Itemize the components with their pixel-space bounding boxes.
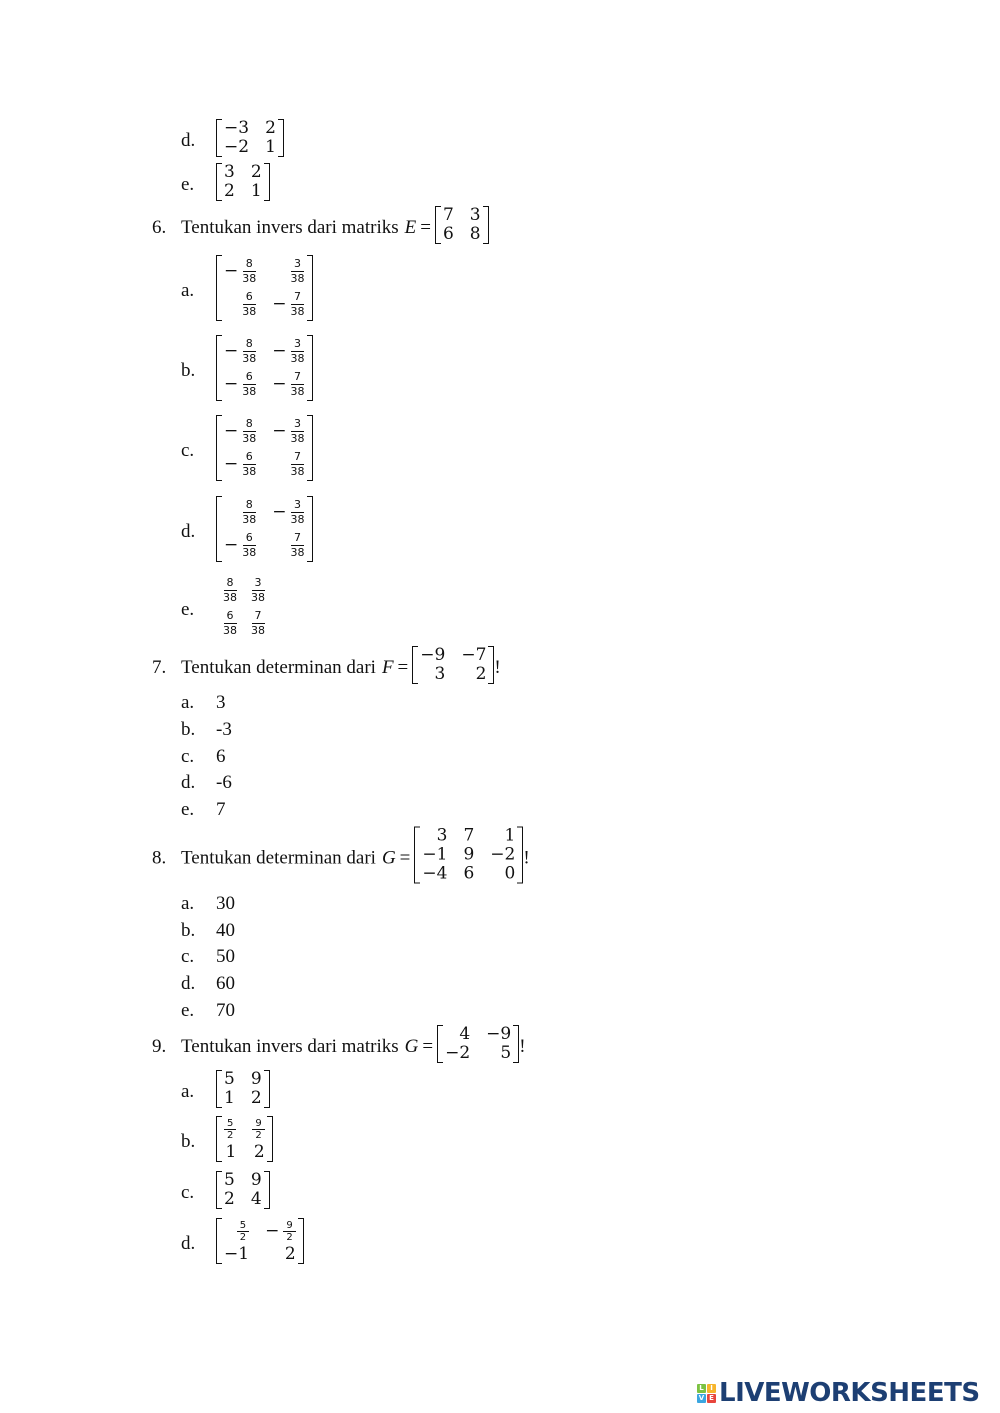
minus-sign: − bbox=[272, 374, 287, 394]
matrix-cell bbox=[224, 335, 256, 368]
denominator: 38 bbox=[290, 352, 305, 365]
fraction bbox=[291, 335, 305, 368]
numerator: 6 bbox=[243, 450, 256, 465]
fraction bbox=[242, 288, 256, 321]
denominator: 38 bbox=[290, 385, 305, 398]
fraction bbox=[242, 496, 256, 529]
matrix-cell bbox=[224, 1116, 236, 1143]
question-number: 6. bbox=[152, 217, 167, 238]
matrix-cell: −1 bbox=[224, 1244, 250, 1264]
logo-tile: V bbox=[698, 1393, 705, 1402]
denominator: 2 bbox=[227, 1130, 234, 1141]
matrix-cell bbox=[272, 529, 304, 562]
numerator: 7 bbox=[291, 531, 304, 546]
matrix-cell: 4 bbox=[459, 1024, 471, 1044]
equals-sign: = bbox=[420, 217, 431, 238]
matrix-cell: −9 bbox=[420, 645, 446, 665]
matrix-cell bbox=[224, 415, 256, 448]
fraction bbox=[242, 415, 256, 448]
question-matrix bbox=[435, 206, 489, 250]
denominator: 38 bbox=[242, 352, 257, 365]
matrix-body bbox=[216, 1070, 270, 1108]
matrix-body bbox=[412, 646, 494, 684]
matrix-cell: 2 bbox=[253, 1142, 265, 1162]
q6-option-b[interactable] bbox=[181, 335, 313, 407]
option-text: -3 bbox=[216, 719, 232, 740]
numerator: 8 bbox=[243, 337, 256, 352]
fraction bbox=[242, 368, 256, 401]
right-bracket bbox=[278, 119, 284, 157]
matrix-body bbox=[216, 255, 313, 321]
right-bracket bbox=[298, 1218, 304, 1264]
matrix-cell bbox=[224, 368, 256, 401]
question-text: Tentukan invers dari matriks bbox=[181, 1036, 399, 1057]
liveworksheets-logo bbox=[697, 1378, 980, 1408]
question-number: 7. bbox=[152, 657, 167, 678]
fraction bbox=[252, 1116, 264, 1143]
matrix-variable: G bbox=[381, 847, 396, 868]
numerator: 8 bbox=[243, 498, 256, 513]
question-6 bbox=[152, 205, 489, 250]
matrix-cell bbox=[223, 574, 237, 607]
matrix bbox=[216, 163, 270, 207]
minus-sign: − bbox=[224, 261, 239, 281]
option-letter: d. bbox=[181, 772, 196, 793]
numerator: 3 bbox=[291, 417, 304, 432]
fraction bbox=[251, 607, 265, 640]
q9-option-d[interactable] bbox=[181, 1218, 304, 1270]
matrix-cell: −2 bbox=[224, 137, 250, 157]
denominator: 38 bbox=[290, 465, 305, 478]
matrix-cell bbox=[224, 1218, 249, 1245]
right-bracket bbox=[267, 574, 272, 640]
denominator: 38 bbox=[251, 624, 265, 637]
denominator: 38 bbox=[242, 546, 257, 559]
matrix-body bbox=[216, 163, 270, 201]
option-letter: c. bbox=[181, 746, 195, 767]
fraction bbox=[291, 415, 305, 448]
right-bracket bbox=[307, 415, 313, 481]
minus-sign: − bbox=[272, 294, 287, 314]
numerator: 6 bbox=[243, 290, 256, 305]
matrix bbox=[216, 119, 284, 163]
matrix-cell: 6 bbox=[442, 224, 454, 244]
question-8 bbox=[152, 825, 530, 890]
matrix-cell: 9 bbox=[250, 1069, 262, 1089]
equals-sign: = bbox=[397, 657, 409, 678]
matrix-cell: 3 bbox=[224, 162, 235, 182]
matrix-cell: 5 bbox=[500, 1043, 512, 1063]
q9-option-c[interactable] bbox=[181, 1171, 270, 1215]
matrix-cell bbox=[272, 288, 304, 321]
equals-sign: = bbox=[399, 847, 411, 868]
option-letter: b. bbox=[181, 1131, 196, 1152]
denominator: 38 bbox=[242, 305, 257, 318]
denominator: 38 bbox=[290, 546, 305, 559]
right-bracket bbox=[307, 496, 313, 562]
denominator: 38 bbox=[290, 305, 305, 318]
option-text: 50 bbox=[216, 946, 235, 967]
right-bracket bbox=[483, 206, 489, 244]
matrix-cell bbox=[224, 288, 256, 321]
fraction bbox=[224, 1116, 236, 1143]
denominator: 2 bbox=[286, 1232, 293, 1243]
suffix: ! bbox=[494, 657, 501, 678]
q5-option-d[interactable] bbox=[181, 119, 284, 163]
matrix-cell: 9 bbox=[463, 844, 475, 865]
option-letter: b. bbox=[181, 360, 196, 381]
fraction bbox=[291, 496, 305, 529]
suffix: ! bbox=[523, 847, 530, 868]
matrix-cell: 2 bbox=[224, 181, 235, 201]
option-text: 3 bbox=[216, 692, 226, 713]
numerator: 7 bbox=[291, 370, 304, 385]
matrix-cell: 0 bbox=[504, 863, 516, 884]
option-letter: c. bbox=[181, 1182, 195, 1203]
matrix-cell: 1 bbox=[225, 1142, 237, 1162]
matrix-cell: 2 bbox=[250, 162, 262, 182]
option-letter: a. bbox=[181, 893, 195, 914]
fraction bbox=[223, 574, 237, 607]
numerator: 7 bbox=[252, 609, 265, 624]
denominator: 38 bbox=[290, 432, 305, 445]
option-letter: b. bbox=[181, 719, 196, 740]
minus-sign: − bbox=[224, 454, 239, 474]
matrix-cell: −3 bbox=[224, 118, 250, 138]
fraction bbox=[251, 574, 265, 607]
question-matrix bbox=[437, 1025, 519, 1069]
option-letter: d. bbox=[181, 130, 196, 151]
matrix-cell: 7 bbox=[463, 825, 475, 846]
matrix-cell bbox=[251, 607, 265, 640]
denominator: 38 bbox=[242, 385, 257, 398]
matrix-cell bbox=[251, 574, 265, 607]
numerator: 5 bbox=[224, 1118, 236, 1130]
numerator: 7 bbox=[291, 290, 304, 305]
option-text: -6 bbox=[216, 772, 232, 793]
logo-tile: E bbox=[707, 1394, 716, 1403]
matrix-cell: 3 bbox=[469, 205, 481, 225]
numerator: 8 bbox=[243, 257, 256, 272]
logo-tile: L bbox=[697, 1384, 706, 1393]
matrix-cell: −2 bbox=[490, 844, 516, 865]
matrix-cell: 2 bbox=[284, 1244, 296, 1264]
right-bracket bbox=[267, 1116, 273, 1162]
question-text: Tentukan invers dari matriks bbox=[181, 217, 399, 238]
matrix-cell: 2 bbox=[224, 1189, 235, 1209]
matrix-cell bbox=[252, 1116, 264, 1143]
option-text: 6 bbox=[216, 746, 226, 767]
option-letter: e. bbox=[181, 174, 195, 195]
logo-tile: I bbox=[707, 1384, 716, 1393]
matrix bbox=[216, 1116, 273, 1168]
fraction bbox=[237, 1218, 249, 1245]
denominator: 38 bbox=[242, 272, 257, 285]
right-bracket bbox=[264, 1171, 270, 1209]
q7-option-a[interactable] bbox=[181, 692, 226, 714]
matrix-body bbox=[216, 1218, 304, 1264]
option-letter: e. bbox=[181, 1000, 195, 1021]
matrix-cell: 2 bbox=[475, 664, 487, 684]
q9-option-a[interactable] bbox=[181, 1070, 270, 1114]
matrix-body bbox=[216, 415, 313, 481]
equals-sign: = bbox=[422, 1036, 434, 1057]
matrix-variable: F bbox=[381, 657, 394, 678]
matrix bbox=[216, 255, 313, 327]
minus-sign: − bbox=[265, 1221, 280, 1241]
matrix-cell: 1 bbox=[265, 137, 276, 157]
fraction bbox=[291, 255, 305, 288]
q8-option-c[interactable] bbox=[181, 946, 235, 968]
q5-option-e[interactable] bbox=[181, 163, 270, 207]
numerator: 6 bbox=[243, 370, 256, 385]
matrix-cell: 1 bbox=[224, 1088, 235, 1108]
numerator: 3 bbox=[252, 576, 265, 591]
denominator: 38 bbox=[242, 432, 257, 445]
option-text: 30 bbox=[216, 893, 235, 914]
minus-sign: − bbox=[272, 502, 287, 522]
q8-option-d[interactable] bbox=[181, 973, 235, 995]
right-bracket bbox=[264, 1070, 270, 1108]
matrix-cell bbox=[224, 529, 256, 562]
right-bracket bbox=[264, 163, 270, 201]
question-text: Tentukan determinan dari bbox=[181, 657, 376, 678]
matrix-cell: 4 bbox=[250, 1189, 262, 1209]
matrix-cell: −1 bbox=[422, 844, 448, 865]
matrix bbox=[216, 1070, 270, 1114]
option-letter: e. bbox=[181, 599, 195, 620]
matrix-cell: 3 bbox=[434, 664, 446, 684]
question-matrix bbox=[412, 646, 494, 690]
matrix-cell bbox=[224, 448, 256, 481]
matrix-cell: 2 bbox=[250, 1088, 262, 1108]
matrix-variable: G bbox=[404, 1036, 419, 1057]
logo-text: LIVEWORKSHEETS bbox=[719, 1378, 980, 1408]
minus-sign: − bbox=[224, 535, 239, 555]
option-text: 7 bbox=[216, 799, 226, 820]
logo-icon bbox=[697, 1384, 716, 1403]
option-letter: a. bbox=[181, 692, 195, 713]
option-letter: b. bbox=[181, 920, 196, 941]
matrix-cell: 5 bbox=[224, 1170, 235, 1190]
option-letter: c. bbox=[181, 946, 195, 967]
matrix-body bbox=[216, 335, 313, 401]
q8-option-e[interactable] bbox=[181, 1000, 235, 1022]
matrix bbox=[216, 415, 313, 487]
matrix-cell bbox=[272, 496, 304, 529]
matrix-cell: 3 bbox=[436, 825, 448, 846]
q7-option-d[interactable] bbox=[181, 772, 232, 794]
matrix-cell bbox=[265, 1218, 296, 1245]
numerator: 8 bbox=[224, 576, 237, 591]
right-bracket bbox=[307, 255, 313, 321]
numerator: 8 bbox=[243, 417, 256, 432]
q6-option-c[interactable] bbox=[181, 415, 313, 487]
matrix bbox=[216, 496, 313, 568]
matrix-cell: −7 bbox=[461, 645, 487, 665]
q6-option-d[interactable] bbox=[181, 496, 313, 568]
numerator: 3 bbox=[291, 257, 304, 272]
minus-sign: − bbox=[272, 421, 287, 441]
fraction bbox=[283, 1218, 295, 1245]
question-9 bbox=[152, 1024, 526, 1069]
q9-option-b[interactable] bbox=[181, 1116, 273, 1168]
matrix-variable: E bbox=[404, 217, 417, 238]
matrix-body bbox=[437, 1025, 519, 1063]
matrix bbox=[216, 1171, 270, 1215]
denominator: 38 bbox=[242, 465, 257, 478]
q6-option-e[interactable] bbox=[181, 574, 272, 646]
fraction bbox=[291, 529, 305, 562]
fraction bbox=[291, 448, 305, 481]
matrix-cell bbox=[272, 335, 304, 368]
matrix-body bbox=[216, 1116, 273, 1162]
option-text: 70 bbox=[216, 1000, 235, 1021]
matrix-body bbox=[216, 496, 313, 562]
option-letter: a. bbox=[181, 1081, 195, 1102]
matrix-cell: 1 bbox=[504, 825, 516, 846]
matrix-cell bbox=[224, 496, 256, 529]
numerator: 6 bbox=[224, 609, 237, 624]
fraction bbox=[291, 288, 305, 321]
minus-sign: − bbox=[224, 421, 239, 441]
denominator: 38 bbox=[290, 272, 305, 285]
matrix-cell bbox=[272, 448, 304, 481]
option-letter: a. bbox=[181, 280, 195, 301]
matrix-cell: −2 bbox=[445, 1043, 471, 1063]
fraction bbox=[291, 368, 305, 401]
matrix-cell: −9 bbox=[486, 1024, 512, 1044]
numerator: 6 bbox=[243, 531, 256, 546]
matrix bbox=[216, 574, 272, 646]
q7-option-c[interactable] bbox=[181, 746, 226, 768]
q7-option-e[interactable] bbox=[181, 799, 226, 821]
matrix-cell: 5 bbox=[224, 1069, 235, 1089]
option-text: 40 bbox=[216, 920, 235, 941]
fraction bbox=[242, 335, 256, 368]
q8-option-b[interactable] bbox=[181, 920, 235, 942]
fraction bbox=[242, 448, 256, 481]
right-bracket bbox=[307, 335, 313, 401]
question-text: Tentukan determinan dari bbox=[181, 847, 376, 868]
question-number: 8. bbox=[152, 847, 167, 868]
denominator: 2 bbox=[255, 1130, 262, 1141]
matrix bbox=[216, 335, 313, 407]
question-matrix bbox=[414, 827, 523, 890]
denominator: 38 bbox=[290, 513, 305, 526]
matrix-cell: 2 bbox=[265, 118, 276, 138]
numerator: 7 bbox=[291, 450, 304, 465]
question-7 bbox=[152, 645, 501, 690]
numerator: 3 bbox=[291, 337, 304, 352]
matrix-cell: 1 bbox=[250, 181, 262, 201]
matrix-body bbox=[216, 1171, 270, 1209]
minus-sign: − bbox=[224, 341, 239, 361]
minus-sign: − bbox=[272, 341, 287, 361]
denominator: 2 bbox=[239, 1232, 247, 1243]
matrix-body bbox=[435, 206, 489, 244]
matrix-cell: 7 bbox=[442, 205, 454, 225]
matrix-body bbox=[216, 574, 272, 640]
option-letter: d. bbox=[181, 1233, 196, 1254]
matrix-cell bbox=[272, 415, 304, 448]
numerator: 9 bbox=[283, 1220, 295, 1232]
fraction bbox=[242, 255, 256, 288]
denominator: 38 bbox=[242, 513, 257, 526]
matrix-cell bbox=[272, 255, 304, 288]
fraction bbox=[223, 607, 237, 640]
question-number: 9. bbox=[152, 1036, 167, 1057]
matrix-cell: 9 bbox=[250, 1170, 262, 1190]
option-letter: c. bbox=[181, 440, 195, 461]
matrix-body bbox=[216, 119, 284, 157]
numerator: 9 bbox=[252, 1118, 264, 1130]
matrix-cell bbox=[272, 368, 304, 401]
option-letter: d. bbox=[181, 973, 196, 994]
minus-sign: − bbox=[224, 374, 239, 394]
matrix-cell: 6 bbox=[463, 863, 475, 884]
denominator: 38 bbox=[251, 591, 265, 604]
matrix-cell: 8 bbox=[469, 224, 481, 244]
option-letter: d. bbox=[181, 521, 196, 542]
matrix-cell bbox=[223, 607, 237, 640]
denominator: 38 bbox=[223, 624, 237, 637]
fraction bbox=[242, 529, 256, 562]
matrix-cell: −4 bbox=[422, 863, 448, 884]
option-letter: e. bbox=[181, 799, 195, 820]
numerator: 3 bbox=[291, 498, 304, 513]
q8-option-a[interactable] bbox=[181, 893, 235, 915]
option-text: 60 bbox=[216, 973, 235, 994]
q6-option-a[interactable] bbox=[181, 255, 313, 327]
suffix: ! bbox=[519, 1036, 526, 1057]
q7-option-b[interactable] bbox=[181, 719, 232, 741]
matrix-cell bbox=[224, 255, 256, 288]
matrix-body bbox=[414, 827, 523, 884]
denominator: 38 bbox=[223, 591, 237, 604]
numerator: 5 bbox=[237, 1220, 249, 1232]
matrix bbox=[216, 1218, 304, 1270]
